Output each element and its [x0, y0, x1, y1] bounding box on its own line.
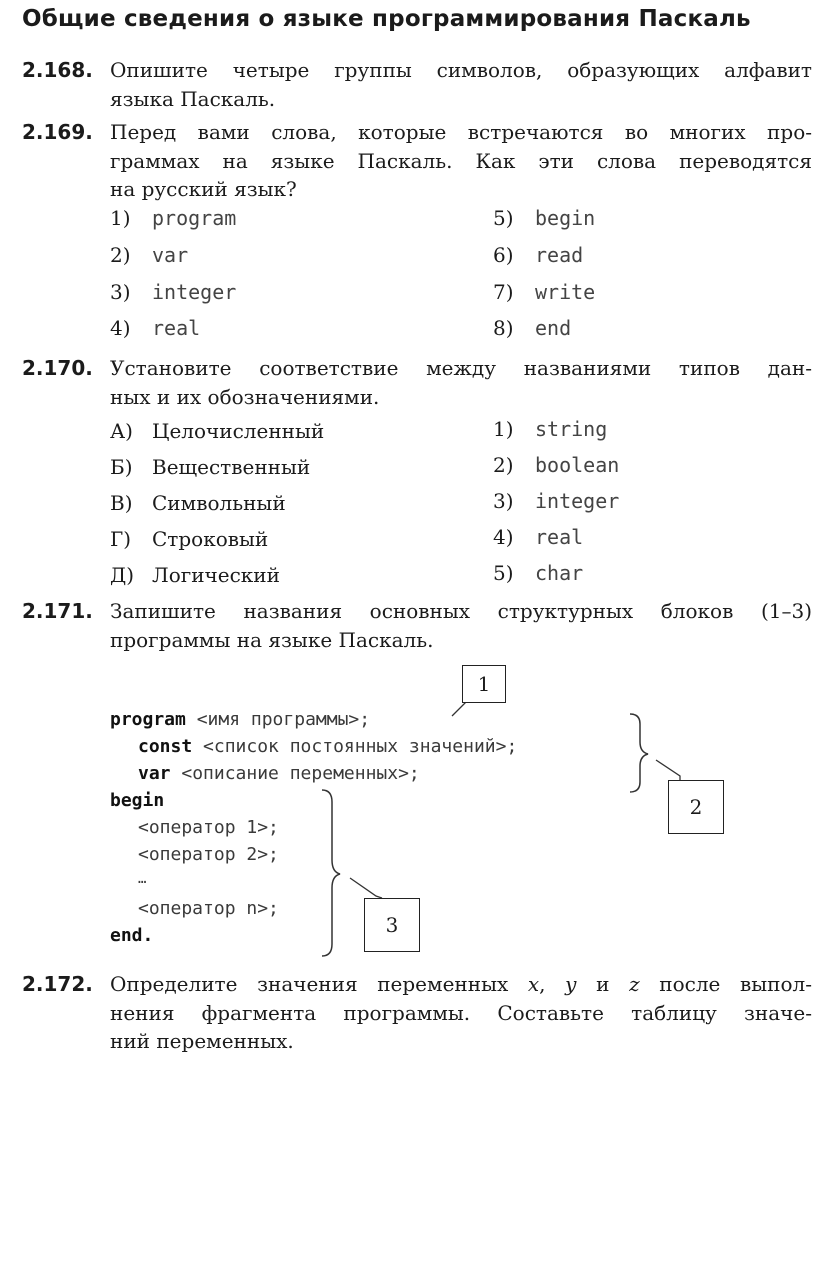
option-text: Строковый: [152, 527, 269, 551]
callout-3: 3: [364, 898, 420, 952]
code-keyword: program: [110, 709, 186, 730]
code-text: <оператор 2>;: [138, 844, 279, 865]
task-text-line: [110, 970, 812, 999]
option-number: 8): [493, 316, 514, 340]
task-number: 2.170.: [22, 356, 93, 380]
code-keyword: var: [138, 763, 171, 784]
option-number: 3): [493, 489, 514, 513]
option-number: 1): [493, 417, 514, 441]
brace-statements: [322, 790, 340, 956]
task-text-line: ний переменных.: [110, 1029, 294, 1053]
text-segment: после выпол-: [639, 972, 813, 996]
task-text-line: нения фрагмента программы. Составьте таблицу значе-: [110, 1000, 812, 1025]
option-word: program: [152, 206, 237, 230]
option-number: 5): [493, 206, 514, 230]
code-keyword: end.: [110, 925, 154, 946]
option-word: boolean: [535, 453, 620, 477]
task-text-line: программы на языке Паскаль.: [110, 627, 434, 652]
code-text: <оператор 1>;: [138, 817, 279, 838]
option-number: 2): [493, 453, 514, 477]
option-word: end: [535, 316, 572, 340]
option-number: 3): [110, 280, 131, 304]
option-word: var: [152, 243, 189, 267]
variable-z: z: [629, 972, 640, 996]
code-keyword: const: [138, 736, 193, 757]
option-number: 4): [493, 525, 514, 549]
option-number: 4): [110, 316, 131, 340]
text-segment: ,: [539, 972, 566, 996]
option-word: string: [535, 417, 608, 441]
option-number: 7): [493, 280, 514, 304]
option-number: 2): [110, 243, 131, 267]
text-segment: и: [576, 972, 630, 996]
option-word: real: [152, 316, 201, 340]
option-letter: Г): [110, 527, 132, 551]
task-text-line: Перед вами слова, которые встречаются во многих про-: [110, 120, 812, 144]
task-number: 2.168.: [22, 58, 93, 82]
option-letter: Д): [110, 563, 135, 587]
option-letter: В): [110, 491, 133, 515]
task-text-line: Опишите четыре группы символов, образующих алфавит: [110, 58, 812, 82]
task-text-line: языка Паскаль.: [110, 86, 276, 111]
variable-y: y: [565, 972, 577, 996]
variable-x: x: [527, 972, 540, 996]
task-number: 2.172.: [22, 972, 93, 996]
option-letter: Б): [110, 455, 133, 479]
option-word: integer: [535, 489, 620, 513]
option-number: 5): [493, 561, 514, 585]
pointer-2: [656, 760, 680, 780]
option-word: begin: [535, 206, 596, 230]
option-number: 1): [110, 206, 131, 230]
task-text-line: Запишите названия основных структурных блоков (1–3): [110, 599, 812, 623]
option-word: real: [535, 525, 584, 549]
option-text: Логический: [152, 563, 280, 587]
task-text-line: Установите соответствие между названиями типов дан-: [110, 356, 812, 380]
code-text: <список постоянных значений>;: [192, 736, 518, 757]
code-text: <оператор n>;: [138, 898, 279, 919]
option-text: Целочисленный: [152, 419, 325, 443]
task-text-line: ных и их обозначениями.: [110, 384, 380, 409]
option-letter: А): [110, 419, 133, 443]
option-text: Символьный: [152, 491, 286, 515]
option-word: write: [535, 280, 596, 304]
callout-2: 2: [668, 780, 724, 834]
code-keyword: begin: [110, 790, 165, 811]
code-text: …: [138, 871, 147, 887]
option-number: 6): [493, 243, 514, 267]
option-word: integer: [152, 280, 237, 304]
task-number: 2.171.: [22, 599, 93, 623]
code-text: <имя программы>;: [185, 709, 371, 730]
task-text-line: на русский язык?: [110, 177, 297, 201]
option-word: read: [535, 243, 584, 267]
pointer-3: [350, 878, 382, 898]
brace-declarations: [630, 714, 648, 792]
option-text: Вещественный: [152, 455, 311, 479]
task-number: 2.169.: [22, 120, 93, 144]
option-word: char: [535, 561, 584, 585]
callout-1: 1: [462, 665, 506, 703]
text-segment: Определите значения переменных: [110, 972, 528, 996]
task-text: [110, 970, 812, 1056]
section-title: Общие сведения о языке программирования Паскаль: [22, 6, 751, 32]
code-text: <описание переменных>;: [170, 763, 420, 784]
task-text-line: граммах на языке Паскаль. Как эти слова переводятся: [110, 148, 812, 173]
